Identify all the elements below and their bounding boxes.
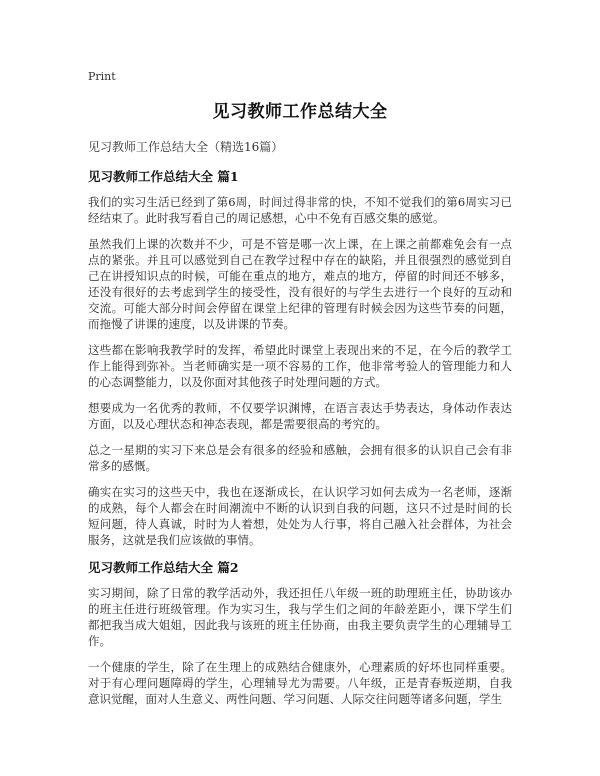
paragraph: 我们的实习生活已经到了第6周，时间过得非常的快，不知不觉我们的第6周实习已经结束了。此时我写看自己的周记感想，心中不免有百感交集的感觉。 [88,195,512,225]
paragraph: 总之一星期的实习下来总是会有很多的经验和感触，会拥有很多的认识自己会有非常多的感慨。 [88,443,512,473]
section-heading: 见习教师工作总结大全 篇2 [88,560,239,575]
print-link[interactable]: Print [88,70,116,83]
paragraph: 确实在实习的这些天中，我也在逐渐成长，在认识学习如何去成为一名老师，逐渐的成熟，每个人都会在时间潮流中不断的认识到自我的问题，这只不过是时间的长短问题，待人真诚，时时为人着想，处处为人行事，将自己融入社会群体，为社会服务，这就是我们应该做的事情。 [88,485,512,547]
document-title: 见习教师工作总结大全 [212,102,388,122]
paragraph: 一个健康的学生，除了在生理上的成熟结合健康外，心理素质的好坏也同样重要。对于有心理问题障碍的学生，心理辅导尤为需要。八年级，正是青春叛逆期，自我意识觉醒，面对人生意义、两性问题、学习问题、人际交往问题等诸多问题，学生 [88,660,512,706]
paragraph: 想要成为一名优秀的教师，不仅要学识渊博，在语言表达手势表达，身体动作表达方面，以及心理状态和神态表现，都是需要很高的考究的。 [88,401,512,431]
section-heading: 见习教师工作总结大全 篇1 [88,169,239,184]
section-1 [88,167,512,548]
document-subtitle: 见习教师工作总结大全（精选16篇） [88,140,284,154]
paragraph: 实习期间，除了日常的教学活动外，我还担任八年级一班的助理班主任，协助该办的班主任进行班级管理。作为实习生，我与学生们之间的年龄差距小，课下学生们都把我当成大姐姐，因此我与该班的班主任协商，由我主要负责学生的心理辅导工作。 [88,586,512,648]
document-page [88,70,512,717]
section-2 [88,558,512,707]
paragraph: 虽然我们上课的次数并不少，可是不管是哪一次上课，在上课之前都难免会有一点点的紧张。并且可以感觉到自己在教学过程中存在的缺陷，并且很强烈的感觉到自己在讲授知识点的时候，可能在重点的地方，难点的地方，停留的时间还不够多，还没有很好的去考虑到学生的接受性，没有很好的与学生去进行一个良好的互动和交流。可能大部分时间会停留在课堂上纪律的管理有时候会因为这些节奏的问题，而拖慢了讲课的速度，以及讲课的节奏。 [88,237,512,331]
paragraph: 这些都在影响我教学时的发挥，希望此时课堂上表现出来的不足，在今后的教学工作上能得到弥补。当老师确实是一项不容易的工作，他非常考验人的管理能力和人的心态调整能力，以及你面对其他孩子时处理问题的方式。 [88,343,512,389]
